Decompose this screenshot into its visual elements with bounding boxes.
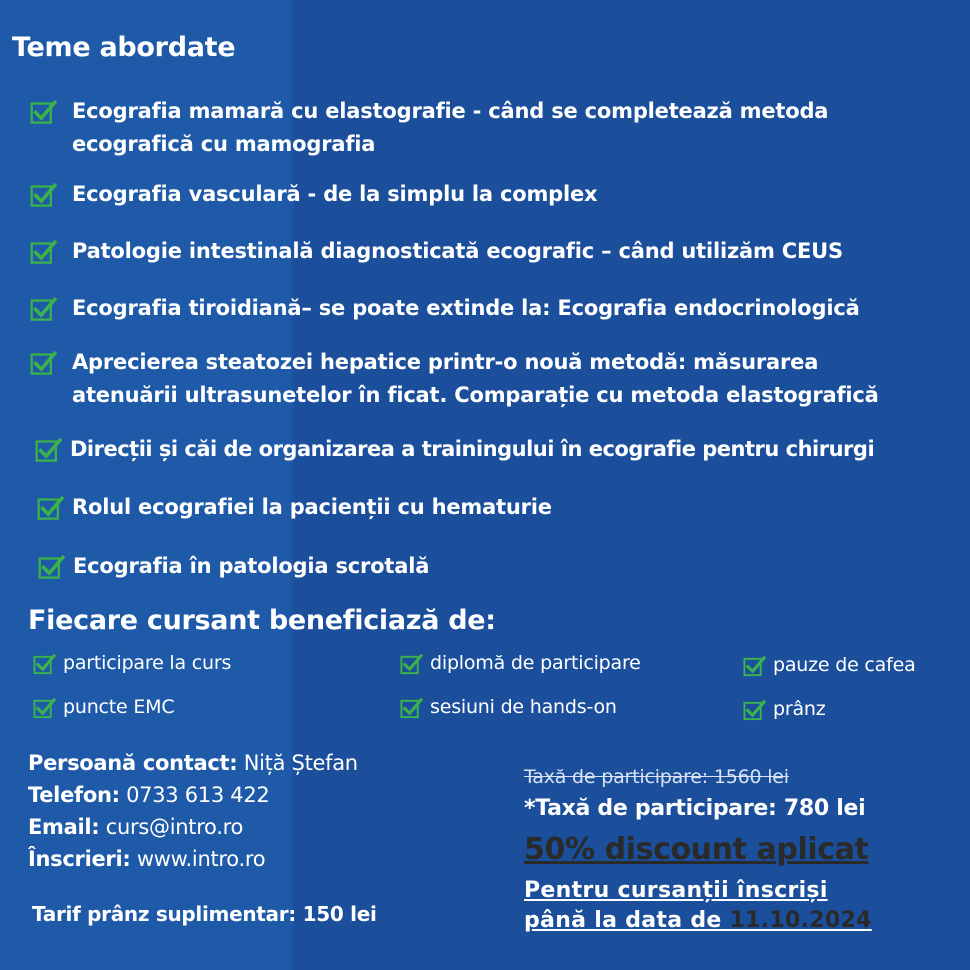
- contact-person: [28, 748, 358, 779]
- topic-text-line1: Patologie intestinală diagnosticată ecografic – când utilizăm CEUS: [72, 239, 843, 263]
- benefit-item: [743, 696, 826, 722]
- discount-label: 50% discount aplicat: [524, 832, 869, 867]
- section-title-benefits: Fiecare cursant beneficiază de:: [28, 605, 496, 636]
- topic-text-line2: atenuării ultrasunetelor în ficat. Comparație cu metoda elastografică: [72, 383, 879, 407]
- contact-email-label: Email:: [28, 815, 100, 839]
- checked-box-icon: [30, 182, 57, 209]
- lunch-fee: Tarif prânz suplimentar: 150 lei: [32, 902, 377, 926]
- checked-box-icon: [30, 99, 57, 126]
- topic-text-line1: Direcții și căi de organizarea a trainingului în ecografie pentru chirurgi: [70, 437, 875, 461]
- topic-item: [30, 178, 597, 211]
- deadline-note: [524, 876, 872, 936]
- checked-box-icon: [743, 699, 766, 722]
- benefit-text: pauze de cafea: [773, 654, 916, 676]
- checked-box-icon: [30, 296, 57, 323]
- checked-box-icon: [37, 495, 64, 522]
- topic-item: [30, 292, 860, 325]
- benefit-item: [33, 650, 231, 676]
- contact-register-link[interactable]: www.intro.ro: [130, 847, 266, 871]
- checked-box-icon: [30, 239, 57, 266]
- old-fee: Taxă de participare: 1560 lei: [524, 766, 789, 788]
- benefit-item: [743, 652, 916, 678]
- benefit-text: diplomă de participare: [430, 652, 641, 674]
- topic-item: [35, 433, 874, 466]
- contact-person-value: Niță Ștefan: [237, 751, 358, 775]
- topic-item: [30, 235, 843, 268]
- current-fee: *Taxă de participare: 780 lei: [524, 796, 866, 821]
- benefit-item: [400, 650, 641, 676]
- benefit-text: puncte EMC: [63, 696, 175, 718]
- topic-text-line1: Rolul ecografiei la pacienții cu hematurie: [72, 495, 552, 519]
- checked-box-icon: [400, 653, 423, 676]
- deadline-line1: Pentru cursanții înscriși: [524, 878, 828, 903]
- deadline-text: până la data de: [524, 908, 730, 933]
- topic-text-line1: Aprecierea steatozei hepatice printr-o nouă metodă: măsurarea: [72, 350, 819, 374]
- topic-item: [30, 95, 828, 161]
- benefit-item: [33, 694, 174, 720]
- contact-phone-value: 0733 613 422: [119, 783, 270, 807]
- checked-box-icon: [400, 697, 423, 720]
- topic-item: [38, 550, 429, 583]
- benefit-item: [400, 694, 617, 720]
- contact-email: [28, 812, 243, 843]
- topic-item: [30, 346, 879, 412]
- checked-box-icon: [35, 437, 62, 464]
- topic-text-line2: ecografică cu mamografia: [72, 132, 376, 156]
- topic-text-line1: Ecografia mamară cu elastografie - când se completează metoda: [72, 99, 829, 123]
- section-title-topics: Teme abordate: [12, 32, 236, 63]
- benefit-text: participare la curs: [63, 652, 232, 674]
- deadline-line2: [524, 906, 872, 936]
- contact-register: [28, 844, 265, 875]
- topic-text-line1: Ecografia tiroidiană– se poate extinde la: Ecografia endocrinologică: [72, 296, 860, 320]
- checked-box-icon: [30, 350, 57, 377]
- checked-box-icon: [743, 655, 766, 678]
- topic-item: [37, 491, 552, 524]
- benefit-text: sesiuni de hands-on: [430, 696, 617, 718]
- contact-phone-label: Telefon:: [28, 783, 120, 807]
- deadline-date: 11.10.2024: [729, 908, 872, 933]
- topic-text-line1: Ecografia vasculară - de la simplu la complex: [72, 182, 598, 206]
- topic-text-line1: Ecografia în patologia scrotală: [73, 554, 430, 578]
- checked-box-icon: [33, 653, 56, 676]
- contact-phone: [28, 780, 269, 811]
- contact-email-link[interactable]: curs@intro.ro: [99, 815, 244, 839]
- contact-register-label: Înscrieri:: [28, 847, 131, 871]
- checked-box-icon: [38, 554, 65, 581]
- contact-person-label: Persoană contact:: [28, 751, 238, 775]
- checked-box-icon: [33, 697, 56, 720]
- benefit-text: prânz: [773, 698, 826, 720]
